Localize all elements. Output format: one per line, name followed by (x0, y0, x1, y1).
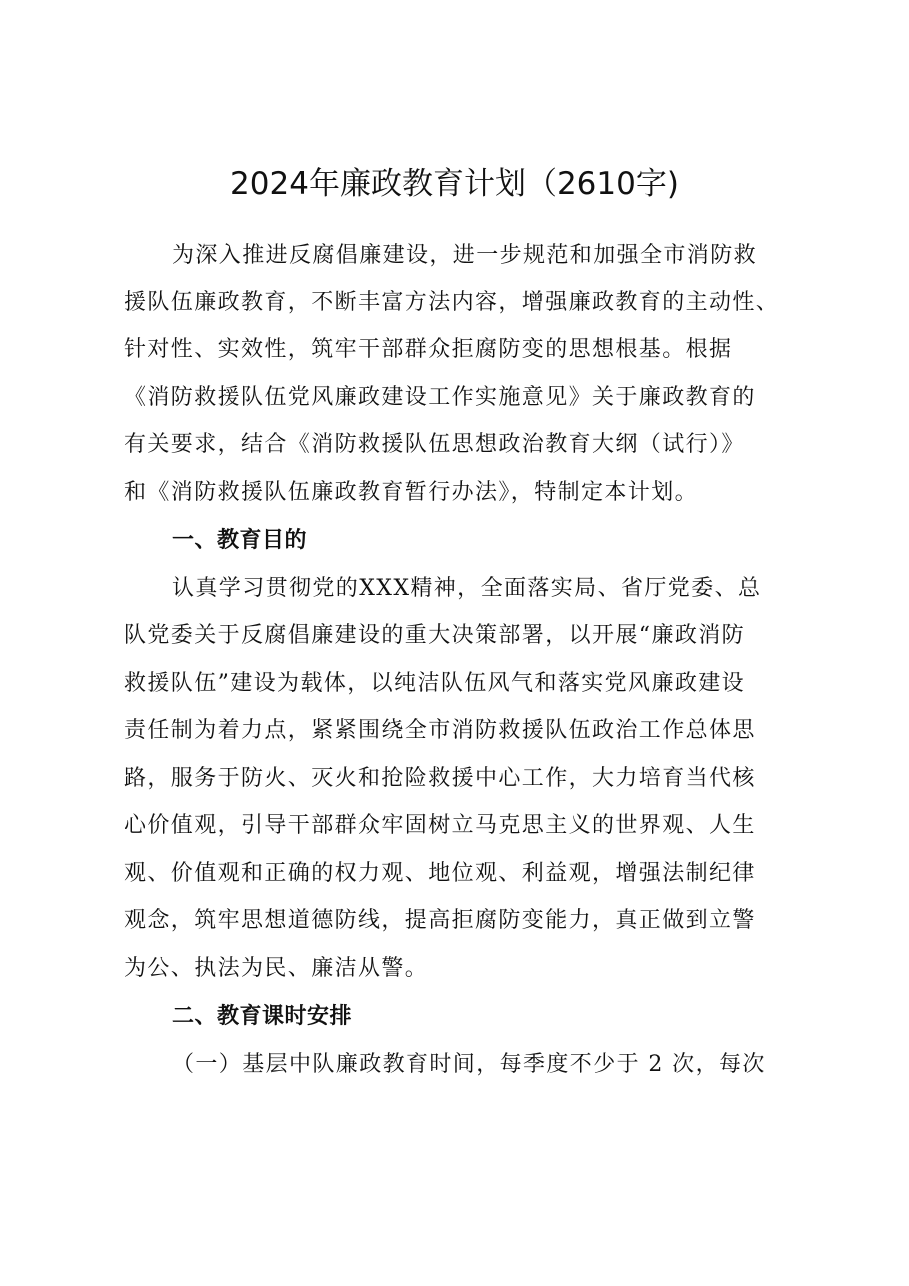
paragraph-line: （一）基层中队廉政教育时间，每季度不少于 2 次，每次 (172, 1052, 766, 1077)
intro-line: 有关要求，结合《消防救援队伍思想政治教育大纲（试行）》 (124, 432, 745, 457)
paragraph-line: 观、价值观和正确的权力观、地位观、利益观，增强法制纪律 (124, 861, 756, 886)
paragraph-line: 为公、执法为民、廉洁从警。 (124, 956, 429, 981)
document-title: 2024年廉政教育计划（2610字) (230, 166, 679, 202)
paragraph-line: 路，服务于防火、灭火和抢险救援中心工作，大力培育当代核 (124, 766, 756, 791)
paragraph-line: 救援队伍”建设为载体，以纯洁队伍风气和落实党风廉政建设 (124, 671, 746, 696)
paragraph-line: 心价值观，引导干部群众牢固树立马克思主义的世界观、人生 (124, 813, 756, 838)
section-heading: 一、教育目的 (172, 528, 308, 553)
paragraph-line: 认真学习贯彻党的XXX精神，全面落实局、省厅党委、总 (172, 576, 762, 601)
paragraph-line: 责任制为着力点，紧紧围绕全市消防救援队伍政治工作总体思 (124, 718, 756, 743)
paragraph-line: 观念，筑牢思想道德防线，提高拒腐防变能力，真正做到立警 (124, 908, 756, 933)
intro-line: 针对性、实效性，筑牢干部群众拒腐防变的思想根基。根据 (124, 337, 733, 362)
paragraph-line: 队党委关于反腐倡廉建设的重大决策部署，以开展“廉政消防 (124, 623, 746, 648)
section-heading: 二、教育课时安排 (172, 1004, 353, 1029)
intro-line: 援队伍廉政教育，不断丰富方法内容，增强廉政教育的主动性、 (124, 290, 780, 315)
intro-line: 和《消防救援队伍廉政教育暂行办法》，特制定本计划。 (124, 480, 699, 505)
intro-line: 《消防救援队伍党风廉政建设工作实施意见》关于廉政教育的 (124, 385, 756, 410)
intro-line: 为深入推进反腐倡廉建设，进一步规范和加强全市消防救 (172, 243, 758, 268)
